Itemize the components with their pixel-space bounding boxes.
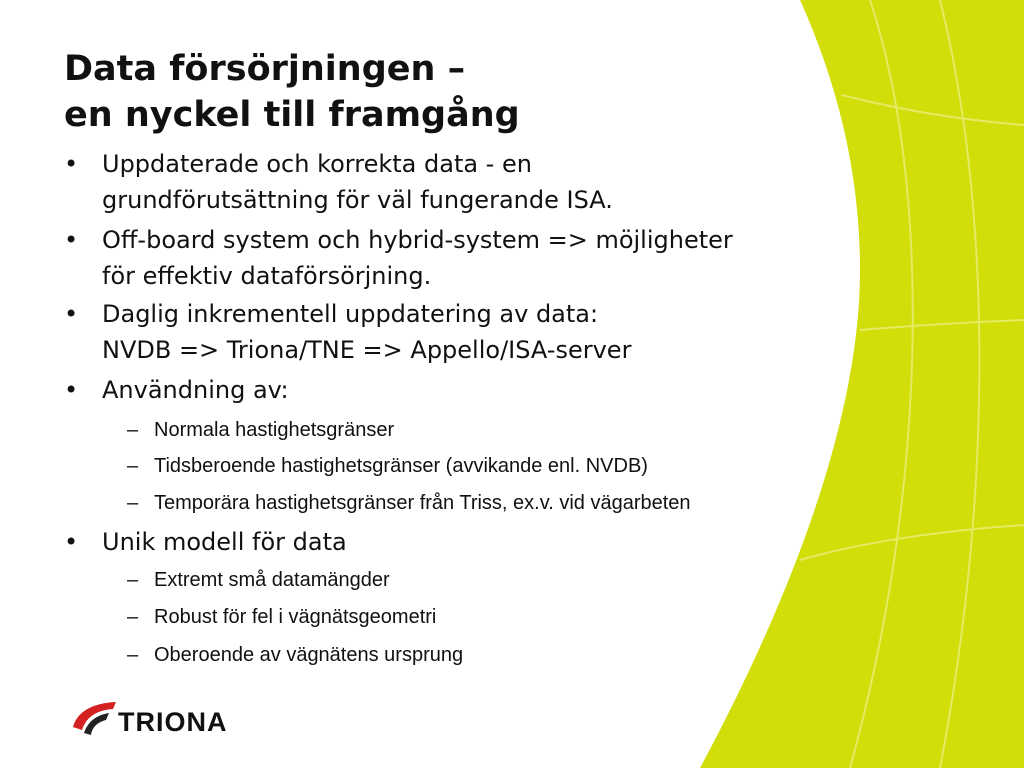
bullet-dot-icon: • [64,226,79,254]
sub-bullet-text: Robust för fel i vägnätsgeometri [154,606,437,628]
sub-bullet-dash-icon: – [127,419,139,441]
sub-bullet-text: Oberoende av vägnätens ursprung [154,644,464,666]
bullet-item [64,524,864,560]
bullet-text-line: Daglig inkrementell uppdatering av data: [102,300,599,328]
title-line-1: Data försörjningen – [64,49,466,89]
bullet-item [64,222,864,294]
sub-bullet-item [127,490,691,516]
sub-bullet-item [127,567,390,593]
sub-bullet-dash-icon: – [127,492,139,514]
bullet-dot-icon: • [64,300,79,328]
bullet-item [64,296,864,368]
triona-swoosh-icon [73,702,116,735]
sub-bullet-dash-icon: – [127,569,139,591]
bullet-text-line: Uppdaterade och korrekta data - en [102,150,532,178]
bullet-dot-icon: • [64,150,79,178]
sub-bullet-text: Temporära hastighetsgränser från Triss, ex.v. vid vägarbeten [154,492,691,514]
bullet-text-line: för effektiv dataförsörjning. [102,262,432,290]
sub-bullet-text: Normala hastighetsgränser [154,419,395,441]
bullet-text-line: Unik modell för data [102,528,347,556]
bullet-text-line: grundförutsättning för väl fungerande ISA. [102,186,613,214]
bullet-dot-icon: • [64,376,79,404]
sub-bullet-text: Extremt små datamängder [154,569,390,591]
bullet-text-line: Off-board system och hybrid-system => möjligheter [102,226,733,254]
sub-bullet-item [127,453,648,479]
sub-bullet-dash-icon: – [127,644,139,666]
slide-title [64,46,520,138]
triona-logo [64,690,264,740]
bullet-dot-icon: • [64,528,79,556]
logo-text: TRIONA [118,707,228,737]
bullet-item [64,372,864,408]
sub-bullet-dash-icon: – [127,606,139,628]
bullet-text-line: NVDB => Triona/TNE => Appello/ISA-server [102,336,632,364]
bullet-text-line: Användning av: [102,376,289,404]
bullet-item [64,146,864,218]
sub-bullet-dash-icon: – [127,455,139,477]
sub-bullet-item [127,642,463,668]
sub-bullet-item [127,417,394,443]
title-line-2: en nyckel till framgång [64,95,520,135]
sub-bullet-text: Tidsberoende hastighetsgränser (avvikande enl. NVDB) [154,455,648,477]
sub-bullet-item [127,604,436,630]
